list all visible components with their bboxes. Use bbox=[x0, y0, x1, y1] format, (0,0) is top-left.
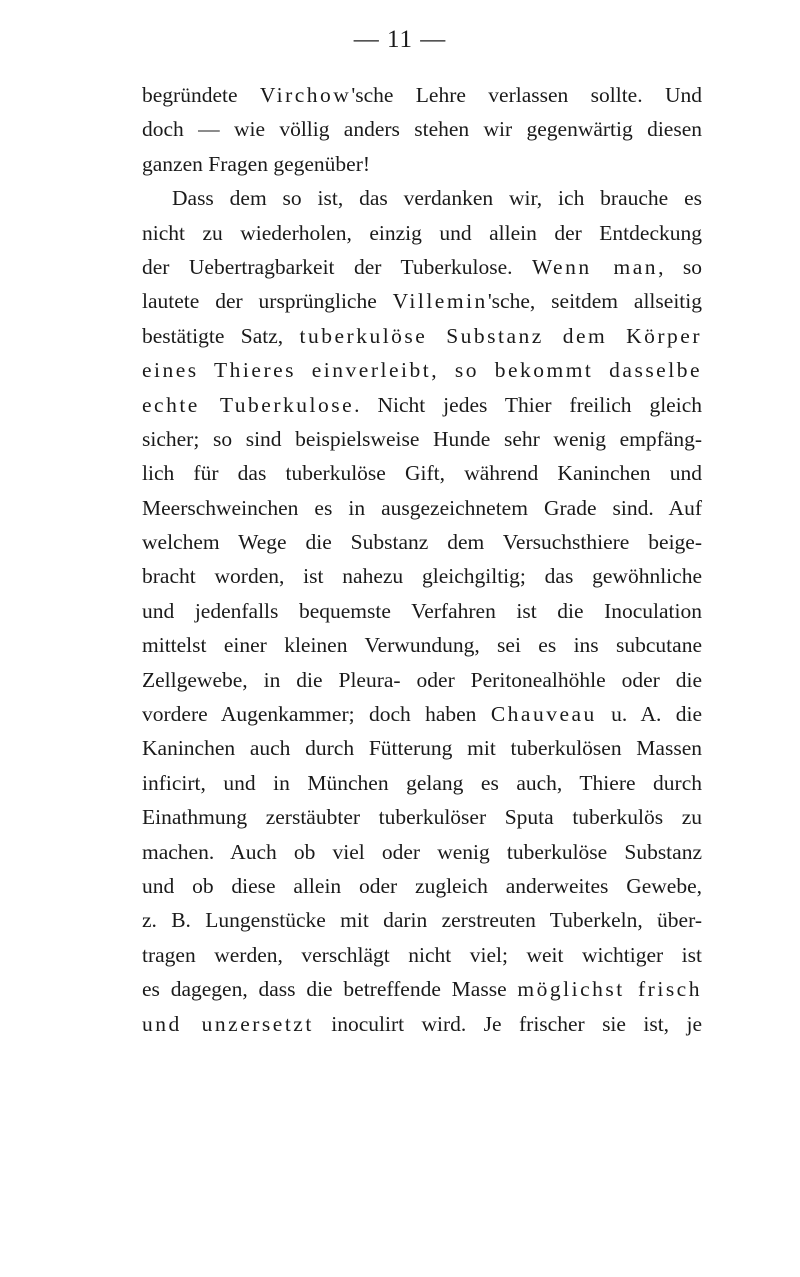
text-line bbox=[142, 112, 702, 146]
text-segment: tragen werden, verschlägt nicht viel; weit wichtiger ist bbox=[142, 942, 702, 967]
text-line bbox=[142, 250, 702, 284]
text-line bbox=[142, 938, 702, 972]
emphasized-text: tuberkulöse Substanz dem Körper bbox=[299, 323, 702, 348]
text-line bbox=[142, 697, 702, 731]
text-line bbox=[142, 1007, 702, 1041]
emphasized-text: und unzersetzt bbox=[142, 1011, 314, 1036]
text-line bbox=[142, 319, 702, 353]
text-segment: 'sche, seitdem allseitig bbox=[487, 289, 702, 314]
text-segment: inoculirt wird. Je frischer sie ist, je bbox=[313, 1011, 702, 1036]
text-segment: inficirt, und in München gelang es auch, Thiere durch bbox=[142, 770, 702, 795]
emphasized-text: möglichst frisch bbox=[517, 977, 702, 1002]
emphasized-text: Virchow bbox=[259, 83, 352, 107]
text-segment: lautete der ursprüngliche bbox=[142, 289, 393, 314]
text-line bbox=[142, 663, 702, 697]
text-segment: vordere Augenkammer; doch haben bbox=[142, 702, 491, 727]
text-line bbox=[142, 216, 702, 250]
text-segment: Einathmung zerstäubter tuberkulöser Sputa tuberkulös zu bbox=[142, 805, 702, 830]
text-line bbox=[142, 766, 702, 800]
text-line bbox=[142, 456, 702, 490]
text-segment: z. B. Lungenstücke mit darin zerstreuten Tuberkeln, über- bbox=[142, 908, 702, 933]
text-segment: nicht zu wiederholen, einzig und allein der Entdeckung bbox=[142, 220, 702, 245]
text-line bbox=[142, 353, 702, 387]
emphasized-text: echte Tuberkulose bbox=[142, 392, 355, 417]
text-segment: , so bbox=[658, 254, 702, 279]
text-line bbox=[142, 181, 702, 215]
text-segment: welchem Wege die Substanz dem Versuchsthiere beige- bbox=[142, 530, 702, 555]
text-segment: Dass dem so ist, das verdanken wir, ich brauche es bbox=[172, 186, 702, 211]
text-segment: es dagegen, dass die betreffende Masse bbox=[142, 977, 518, 1002]
text-line bbox=[142, 972, 702, 1006]
text-segment: u. A. die bbox=[596, 702, 702, 727]
emphasized-text: Chauveau bbox=[490, 702, 597, 727]
text-line bbox=[142, 559, 702, 593]
text-line bbox=[142, 525, 702, 559]
text-segment: machen. Auch ob viel oder wenig tuberkulöse Substanz bbox=[142, 839, 702, 864]
text-segment: doch — wie völlig anders stehen wir gegenwärtig diesen bbox=[142, 117, 702, 142]
text-segment: und ob diese allein oder zugleich anderweites Gewebe, bbox=[142, 873, 702, 898]
text-line bbox=[142, 800, 702, 834]
text-segment: der Uebertragbarkeit der Tuberkulose. bbox=[142, 254, 532, 279]
text-line bbox=[142, 491, 702, 525]
emphasized-text: Wenn man bbox=[531, 254, 659, 279]
text-line bbox=[142, 903, 702, 937]
text-segment: sicher; so sind beispielsweise Hunde sehr wenig empfäng- bbox=[142, 426, 702, 451]
emphasized-text: Villemin bbox=[392, 289, 488, 314]
text-segment: Zellgewebe, in die Pleura- oder Peritonealhöhle oder die bbox=[142, 667, 702, 692]
text-line bbox=[142, 869, 702, 903]
text-line bbox=[142, 422, 702, 456]
text-segment: . Nicht jedes Thier freilich gleich bbox=[354, 392, 702, 417]
text-segment: 'sche Lehre verlassen sollte. Und bbox=[351, 83, 702, 107]
text-segment: lich für das tuberkulöse Gift, während Kaninchen und bbox=[142, 461, 702, 486]
text-segment: bestätigte Satz, bbox=[142, 323, 300, 348]
text-line bbox=[142, 284, 702, 318]
text-segment: bracht worden, ist nahezu gleichgiltig; das gewöhnliche bbox=[142, 564, 702, 589]
text-segment: Meerschweinchen es in ausgezeichnetem Grade sind. Auf bbox=[142, 495, 702, 520]
text-line bbox=[142, 835, 702, 869]
text-line bbox=[142, 147, 702, 181]
emphasized-text: eines Thieres einverleibt, so bekommt dasselbe bbox=[142, 358, 702, 383]
text-segment: Kaninchen auch durch Fütterung mit tuberkulösen Massen bbox=[142, 736, 702, 761]
text-line bbox=[142, 388, 702, 422]
body-text-block bbox=[142, 78, 702, 1041]
text-line bbox=[142, 628, 702, 662]
text-segment: begründete bbox=[142, 83, 260, 107]
text-line bbox=[142, 731, 702, 765]
text-segment: ganzen Fragen gegenüber! bbox=[142, 151, 371, 176]
text-segment: und jedenfalls bequemste Verfahren ist die Inoculation bbox=[142, 598, 702, 623]
text-line bbox=[142, 594, 702, 628]
page-number-header: — 11 — bbox=[353, 26, 447, 53]
text-segment: mittelst einer kleinen Verwundung, sei es ins subcutane bbox=[142, 633, 702, 658]
text-line bbox=[142, 78, 702, 112]
